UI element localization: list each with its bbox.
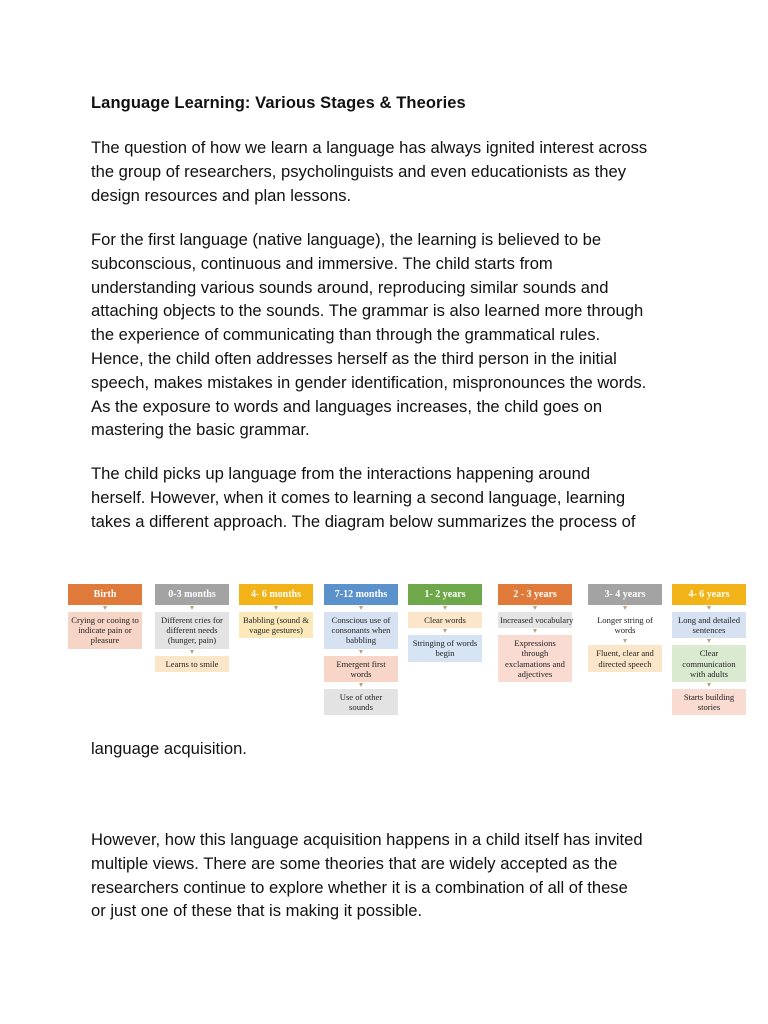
flow-arrow-icon — [359, 683, 363, 687]
stage-column — [672, 584, 746, 715]
milestone-text: Longer string of — [597, 615, 653, 625]
milestone-text: Crying or cooing to — [71, 615, 139, 625]
paragraph-second-language — [91, 462, 691, 533]
milestone-text: Stringing of words — [412, 638, 478, 649]
milestone-text: communication — [682, 658, 736, 669]
paragraph-line: language acquisition. — [91, 739, 247, 758]
paragraph-line: researchers continue to explore whether it is a combination of all of these — [91, 877, 628, 897]
paragraph-first-language — [91, 228, 691, 442]
paragraph-line: The question of how we learn a language has always ignited interest across — [91, 138, 648, 157]
milestone-box — [498, 612, 572, 628]
milestone-text: stories — [697, 702, 721, 713]
paragraph-theories — [91, 828, 691, 923]
flow-arrow-icon — [443, 629, 447, 633]
paragraph-continuation — [91, 737, 691, 761]
paragraph-line: subconscious, continuous and immersive. The child starts from — [91, 253, 553, 273]
flow-arrow-icon — [623, 606, 627, 610]
milestone-text: Clear words — [424, 615, 466, 625]
stage-column — [498, 584, 572, 682]
milestone-box — [324, 689, 398, 715]
flow-arrow-icon — [359, 650, 363, 654]
flow-arrow-icon — [707, 606, 711, 610]
paragraph-line: takes a different approach. The diagram below summarizes the process of — [91, 511, 636, 531]
milestone-text: sounds — [349, 702, 373, 713]
paragraph-line: speech, makes mistakes in gender identification, mispronounces the words. — [91, 372, 647, 392]
paragraph-line: However, how this language acquisition happens in a child itself has invited — [91, 830, 643, 849]
milestone-text: directed speech — [598, 658, 652, 669]
stage-header: 4- 6 months — [239, 584, 313, 605]
milestone-text: Different cries for — [161, 615, 223, 625]
milestone-text: different needs — [166, 625, 218, 636]
milestone-box — [324, 612, 398, 649]
milestone-text: Long and detailed — [677, 615, 741, 625]
stage-column — [155, 584, 229, 672]
paragraph-line: or just one of these that is making it possible. — [91, 901, 423, 921]
stage-header: Birth — [68, 584, 142, 605]
paragraph-line: The child picks up language from the interactions happening around — [91, 464, 591, 483]
flow-arrow-icon — [533, 606, 537, 610]
milestone-text: consonants when — [331, 625, 391, 636]
milestone-text: through — [521, 648, 549, 659]
paragraph-line: design resources and plan lessons. — [91, 185, 352, 205]
milestone-text: words — [614, 625, 636, 636]
milestone-text: begin — [435, 648, 455, 659]
flow-arrow-icon — [190, 650, 194, 654]
milestone-text: words — [350, 668, 372, 679]
flow-arrow-icon — [274, 606, 278, 610]
milestone-text: Conscious use of — [331, 615, 391, 625]
paragraph-line: herself. However, when it comes to learning a second language, learning — [91, 487, 626, 507]
flow-arrow-icon — [707, 639, 711, 643]
stage-header: 0-3 months — [155, 584, 229, 605]
milestone-text: Use of other — [339, 692, 383, 703]
milestone-box — [672, 645, 746, 682]
stage-header: 2 - 3 years — [498, 584, 572, 605]
milestone-box — [588, 645, 662, 671]
stage-column — [324, 584, 398, 715]
milestone-text: with adults — [690, 668, 728, 679]
milestone-text: vague gestures) — [249, 625, 303, 636]
stage-header: 7-12 months — [324, 584, 398, 605]
flow-arrow-icon — [443, 606, 447, 610]
milestone-text: Fluent, clear and — [596, 648, 654, 659]
paragraph-line: As the exposure to words and languages increases, the child goes on — [91, 396, 603, 416]
milestone-box — [408, 635, 482, 661]
milestone-text: indicate pain or — [78, 625, 132, 636]
milestone-text: sentences — [692, 625, 726, 636]
flow-arrow-icon — [707, 683, 711, 687]
paragraph-line: For the first language (native language), the learning is believed to be — [91, 230, 602, 249]
milestone-text: Increased vocabulary — [500, 615, 574, 625]
milestone-text: Babbling (sound & — [243, 615, 309, 625]
milestone-text: Learns to smile — [165, 658, 219, 669]
stage-column — [588, 584, 662, 672]
milestone-box — [672, 689, 746, 715]
milestone-box — [408, 612, 482, 628]
milestone-box — [68, 612, 142, 649]
milestone-text: Clear — [699, 648, 719, 659]
language-stages-diagram — [66, 584, 750, 716]
stage-column — [239, 584, 313, 638]
paragraph-intro — [91, 136, 691, 207]
milestone-box — [498, 635, 572, 682]
flow-arrow-icon — [103, 606, 107, 610]
milestone-text: Expressions — [514, 638, 556, 649]
stage-column — [68, 584, 142, 649]
paragraph-line: attaching objects to the sounds. The grammar is also learned more through — [91, 301, 644, 321]
milestone-text: Starts building — [683, 692, 735, 703]
stage-header: 3- 4 years — [588, 584, 662, 605]
flow-arrow-icon — [623, 639, 627, 643]
milestone-box — [155, 612, 229, 649]
milestone-box — [588, 612, 662, 638]
milestone-text: Emergent first — [336, 658, 386, 669]
stage-column — [408, 584, 482, 662]
flow-arrow-icon — [190, 606, 194, 610]
paragraph-line: Hence, the child often addresses herself as the third person in the initial — [91, 348, 617, 368]
milestone-text: pleasure — [90, 635, 120, 646]
milestone-box — [239, 612, 313, 638]
milestone-box — [324, 656, 398, 682]
flow-arrow-icon — [359, 606, 363, 610]
milestone-text: (hunger, pain) — [167, 635, 217, 646]
stage-header: 1- 2 years — [408, 584, 482, 605]
document-title: Language Learning: Various Stages & Theories — [91, 94, 466, 112]
paragraph-line: multiple views. There are some theories that are widely accepted as the — [91, 853, 618, 873]
milestone-box — [155, 656, 229, 672]
paragraph-line: understanding various sounds around, reproducing similar sounds and — [91, 277, 609, 297]
paragraph-line: the experience of communicating than through the grammatical rules. — [91, 325, 601, 345]
paragraph-line: mastering the basic grammar. — [91, 420, 310, 440]
milestone-text: babbling — [345, 635, 377, 646]
milestone-box — [672, 612, 746, 638]
flow-arrow-icon — [533, 629, 537, 633]
paragraph-line: the group of researchers, psycholinguists and even educationists as they — [91, 161, 627, 181]
stage-header: 4- 6 years — [672, 584, 746, 605]
milestone-text: adjectives — [517, 668, 553, 679]
milestone-text: exclamations and — [505, 658, 565, 669]
